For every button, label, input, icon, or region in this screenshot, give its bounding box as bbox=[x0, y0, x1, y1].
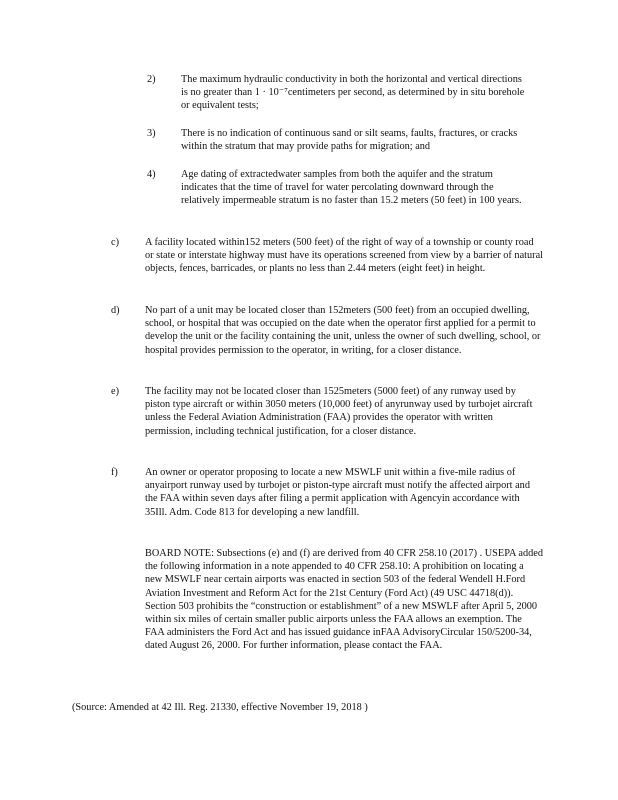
list-marker: 3) bbox=[147, 128, 156, 139]
list-item-text: The maximum hydraulic conductivity in both the horizontal and vertical directions is no greater than 1 · 10⁻⁷centimeters per second, as determined by in situ borehole or equivalent tests; bbox=[181, 74, 525, 112]
list-item-text: A facility located within152 meters (500 feet) of the right of way of a township or county road or state or interstate highway must have its operations screened from view by a barrier of natural objects, fences, barricades, or plants no less than 2.44 meters (eight feet) in height. bbox=[145, 237, 544, 275]
list-marker: 2) bbox=[147, 74, 156, 85]
source-note: (Source: Amended at 42 Ill. Reg. 21330, effective November 19, 2018 ) bbox=[72, 702, 368, 713]
list-item-text: No part of a unit may be located closer than 152meters (500 feet) from an occupied dwelling, school, or hospital that was occupied on the date when the operator first applied for a permit to develop the unit or the facility containing the unit, unless the owner of such dwelling, school, or hospital provides permission to the operator, in writing, for a closer distance. bbox=[145, 305, 541, 356]
list-item-text: The facility may not be located closer than 1525meters (5000 feet) of any runway used by piston type aircraft or within 3050 meters (10,000 feet) of anyrunway used by turbojet aircraft unless the Federal Aviation Administration (FAA) provides the operator with written permission, including technical justification, for a closer distance. bbox=[145, 386, 533, 437]
board-note bbox=[145, 547, 543, 653]
list-marker: 4) bbox=[147, 169, 156, 180]
list-marker: c) bbox=[111, 237, 119, 248]
list-marker: d) bbox=[111, 305, 120, 316]
list-marker: f) bbox=[111, 467, 118, 478]
list-item-text: There is no indication of continuous sand or silt seams, faults, fractures, or cracks within the stratum that may provide paths for migration; and bbox=[181, 128, 518, 153]
board-note-text: BOARD NOTE: Subsections (e) and (f) are derived from 40 CFR 258.10 (2017) . USEPA added the following information in a note appended to 40 CFR 258.10: A prohibition on locating a new MSWLF near certain airports was enacted in section 503 of the federal Wendell H.Ford Aviation Investment and Reform Act for the 21st Century (Ford Act) (49 USC 44718(d)). Section 503 prohibits the “construction or establishment” of a new MSWLF after April 5, 2000 within six miles of certain smaller public airports unless the FAA allows an exemption. The FAA administers the Ford Act and has issued guidance inFAA AdvisoryCircular 150/5200-34, dated August 26, 2000. For further information, please contact the FAA. bbox=[145, 548, 543, 652]
list-item-text: Age dating of extractedwater samples from both the aquifer and the stratum indicates that the time of travel for water percolating downward through the relatively impermeable stratum is no faster than 15.2 meters (50 feet) in 100 years. bbox=[181, 169, 522, 207]
list-marker: e) bbox=[111, 386, 119, 397]
list-item-text: An owner or operator proposing to locate a new MSWLF unit within a five-mile radius of anyairport runway used by turbojet or piston-type aircraft must notify the affected airport and the FAA within seven days after filing a permit application with Agencyin accordance with 35Ill. Adm. Code 813 for developing a new landfill. bbox=[145, 467, 530, 518]
